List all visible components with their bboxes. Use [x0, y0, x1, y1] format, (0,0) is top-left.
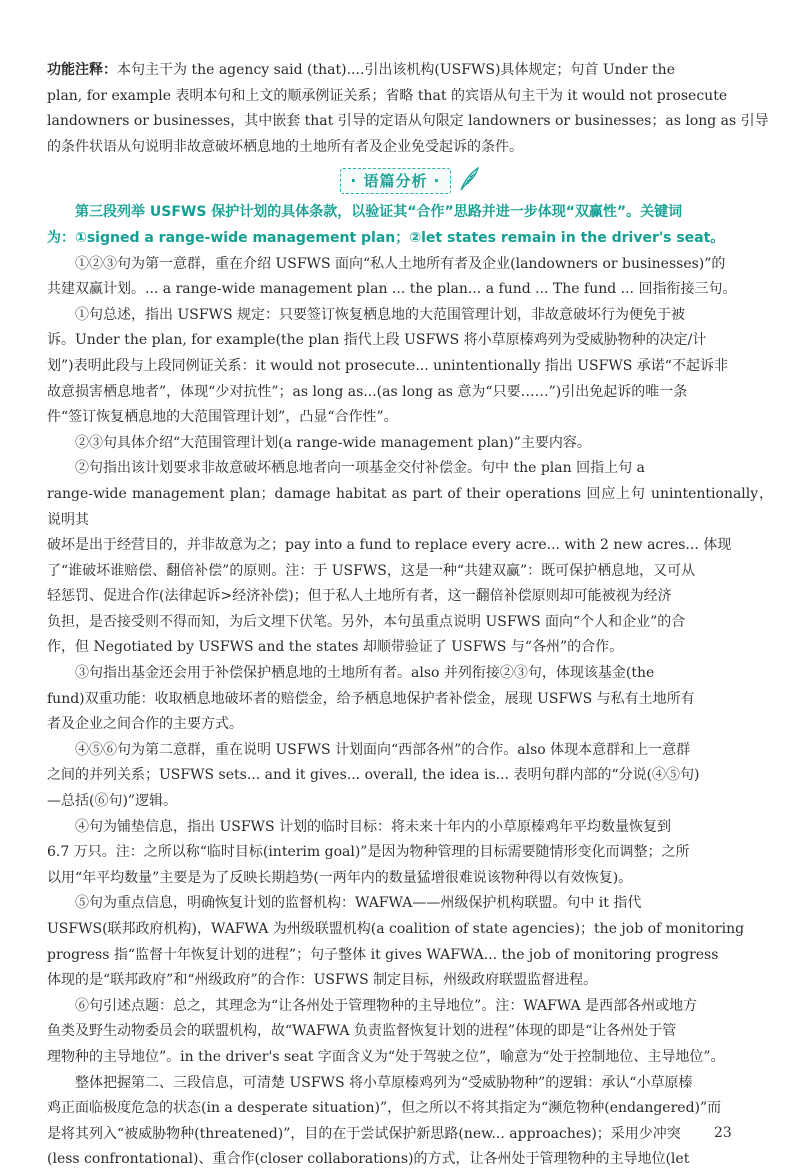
paragraph-line: 诉。Under the plan, for example(the plan 指代上段 USFWS 将小草原榛鸡列为受威胁物种的决定/计 — [47, 332, 707, 349]
paragraph-line: ①②③句为第一意群，重在介绍 USFWS 面向“私人土地所有者及企业(landowners or businesses)”的 — [75, 255, 726, 272]
key-point-highlight — [47, 200, 773, 251]
paragraph-line: fund)双重功能：收取栖息地破坏者的赔偿金，给予栖息地保护者补偿金，展现 USFWS 与私有土地所有 — [47, 690, 695, 707]
paragraph-line: 鸡正面临极度危急的状态(in a desperate situation)”，但之所以不将其指定为“濒危物种(endangered)”而 — [47, 1100, 722, 1117]
function-note-line: plan, for example 表明本句和上文的顺承例证关系；省略 that 的宾语从句主干为 it would not prosecute — [47, 87, 728, 104]
analysis-paragraph-1 — [47, 252, 773, 303]
analysis-paragraph-4 — [47, 456, 773, 661]
page-number: 23 — [714, 1125, 732, 1141]
paragraph-line: 之间的并列关系；USFWS sets... and it gives... overall, the idea is... 表明句群内部的“分说(④⑤句) — [47, 767, 700, 784]
paragraph-line: —总括(⑥句)”逻辑。 — [47, 793, 178, 810]
paragraph-line: progress 指“监督十年恢复计划的进程”；句子整体 it gives WAFWA... the job of monitoring progress — [47, 946, 719, 963]
paragraph-line: 件“签订恢复栖息地的大范围管理计划”，凸显“合作性”。 — [47, 409, 398, 426]
paragraph-line: 共建双赢计划。... a range-wide management plan ... the plan... a fund ... The fund ... 回指衔接三句。 — [47, 281, 737, 298]
analysis-paragraph-10 — [47, 1071, 773, 1173]
page-content — [47, 58, 773, 1173]
analysis-paragraph-3 — [47, 431, 773, 457]
analysis-paragraph-7 — [47, 815, 773, 892]
paragraph-line: range-wide management plan；damage habitat as part of their operations 回应上句 unintentionally，说明其 — [47, 485, 773, 528]
paragraph-line: 整体把握第二、三段信息，可清楚 USFWS 将小草原榛鸡列为“受威胁物种”的逻辑：承认“小草原榛 — [75, 1074, 693, 1091]
paragraph-line: ③句指出基金还会用于补偿保护栖息地的土地所有者。also 并列衔接②③句，体现该基金(the — [75, 665, 655, 682]
paragraph-line: ⑥句引述点题：总之，其理念为“让各州处于管理物种的主导地位”。注：WAFWA 是西部各州或地方 — [75, 997, 698, 1014]
paragraph-line: ②③句具体介绍“大范围管理计划(a range-wide management plan)”主要内容。 — [75, 434, 591, 451]
section-title: · 语篇分析 · — [340, 168, 452, 194]
paragraph-line: 6.7 万只。注：之所以称“临时目标(interim goal)”是因为物种管理的目标需要随情形变化而调整；之所 — [47, 844, 690, 861]
section-header — [47, 166, 773, 196]
function-note-line: 的条件状语从句说明非故意破坏栖息地的土地所有者及企业免受起诉的条件。 — [47, 138, 523, 155]
highlight-line: 第三段列举 USFWS 保护计划的具体条款，以验证其“合作”思路并进一步体现“双赢性”。关键词 — [75, 204, 683, 221]
paragraph-line: ①句总述，指出 USFWS 规定：只要签订恢复栖息地的大范围管理计划，非故意破坏行为便免于被 — [75, 306, 685, 323]
paragraph-line: 负担，是否接受则不得而知，为后文埋下伏笔。另外，本句虽重点说明 USFWS 面向“个人和企业”的合 — [47, 613, 686, 630]
paragraph-line: 理物种的主导地位”。in the driver's seat 字面含义为“处于驾驶之位”，喻意为“处于控制地位、主导地位”。 — [47, 1048, 725, 1065]
function-note-line: landowners or businesses，其中嵌套 that 引导的定语从句限定 landowners or businesses；as long as 引导 — [47, 113, 769, 130]
analysis-paragraph-6 — [47, 738, 773, 815]
paragraph-line: (less confrontational)、重合作(closer collaborations)的方式，让各州处于管理物种的主导地位(let — [47, 1151, 690, 1168]
analysis-paragraph-5 — [47, 661, 773, 738]
paragraph-line: 故意损害栖息地者”，体现“少对抗性”；as long as...(as long as 意为“只要……”)引出免起诉的唯一条 — [47, 383, 688, 400]
highlight-line: 为：①signed a range-wide management plan；②let states remain in the driver's seat。 — [47, 229, 725, 246]
paragraph-line: ④⑤⑥句为第二意群，重在说明 USFWS 计划面向“西部各州”的合作。also 体现本意群和上一意群 — [75, 741, 691, 758]
analysis-paragraph-8 — [47, 891, 773, 993]
function-note-line: 本句主干为 the agency said (that)....引出该机构(USFWS)具体规定；句首 Under the — [117, 62, 675, 78]
paragraph-line: 作，但 Negotiated by USFWS and the states 却顺带验证了 USFWS 与“各州”的合作。 — [47, 639, 624, 656]
paragraph-line: 者及企业之间合作的主要方式。 — [47, 716, 243, 733]
paragraph-line: 轻惩罚、促进合作(法律起诉>经济补偿)；但于私人土地所有者，这一翻倍补偿原则却可能被视为经济 — [47, 588, 672, 605]
analysis-paragraph-2 — [47, 303, 773, 431]
paragraph-line: ⑤句为重点信息，明确恢复计划的监督机构：WAFWA——州级保护机构联盟。句中 it 指代 — [75, 895, 642, 912]
function-note — [47, 58, 773, 160]
function-note-label: 功能注释： — [47, 62, 117, 78]
paragraph-line: 是将其列入“被威胁物种(threatened)”，目的在于尝试保护新思路(new... approaches)；采用少冲突 — [47, 1125, 681, 1142]
paragraph-line: 以用“年平均数量”主要是为了反映长期趋势(一两年内的数量猛增很难说该物种得以有效恢复)。 — [47, 869, 633, 886]
paragraph-line: 体现的是“联邦政府”和“州级政府”的合作：USFWS 制定目标，州级政府联盟监督进程。 — [47, 972, 598, 989]
paragraph-line: 了“谁破坏谁赔偿、翻倍补偿”的原则。注：于 USFWS，这是一种“共建双赢”：既可保护栖息地，又可从 — [47, 562, 696, 579]
feather-quill-icon — [458, 166, 480, 196]
analysis-paragraph-9 — [47, 994, 773, 1071]
paragraph-line: 划”)表明此段与上段同例证关系：it would not prosecute... unintentionally 指出 USFWS 承诺“不起诉非 — [47, 357, 728, 374]
paragraph-line: 鱼类及野生动物委员会的联盟机构，故“WAFWA 负责监督恢复计划的进程”体现的即是“让各州处于管 — [47, 1023, 677, 1040]
paragraph-line: ④句为铺垫信息，指出 USFWS 计划的临时目标：将未来十年内的小草原榛鸡年平均数量恢复到 — [75, 818, 671, 835]
paragraph-line: ②句指出该计划要求非故意破坏栖息地者向一项基金交付补偿金。句中 the plan 回指上句 a — [75, 460, 645, 477]
paragraph-line: 破坏是出于经营目的，并非故意为之；pay into a fund to replace every acre... with 2 new acres... 体现 — [47, 537, 732, 554]
paragraph-line: USFWS(联邦政府机构)，WAFWA 为州级联盟机构(a coalition of state agencies)；the job of monitoring — [47, 921, 745, 937]
